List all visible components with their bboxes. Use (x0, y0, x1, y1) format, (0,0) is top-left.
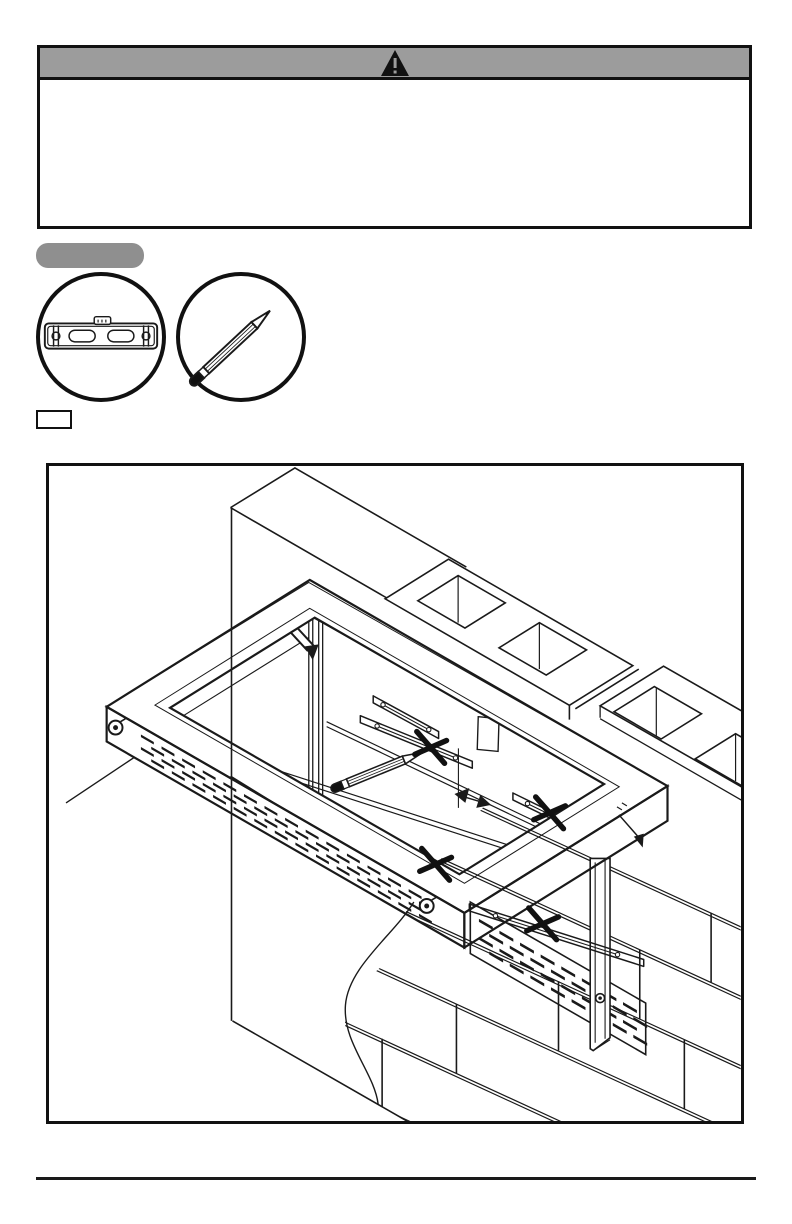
lock-knob (420, 897, 437, 913)
step-number-box (36, 410, 72, 429)
wall-corner-line (66, 757, 134, 803)
installation-diagram (49, 466, 741, 1121)
plain-wall-block (66, 468, 466, 1121)
pencil-icon (180, 276, 302, 398)
spirit-level-icon (40, 276, 162, 398)
vent-louvers (479, 919, 647, 1046)
footer-rule (36, 1177, 756, 1180)
tool-circle-pencil (176, 272, 306, 402)
frame-front-face (464, 786, 667, 948)
tool-circle-level (36, 272, 166, 402)
cinder-blocks (385, 559, 741, 801)
arrow-left-icon (454, 788, 469, 803)
cutaway-wavy-line (345, 902, 414, 1104)
lock-knob (109, 719, 126, 735)
level-center-marks (465, 688, 479, 698)
level-body (563, 737, 637, 783)
warning-triangle-icon (380, 49, 410, 77)
warning-header (40, 48, 749, 80)
installation-illustration (46, 463, 744, 1124)
warning-box (37, 45, 752, 229)
step-pill (36, 243, 144, 268)
